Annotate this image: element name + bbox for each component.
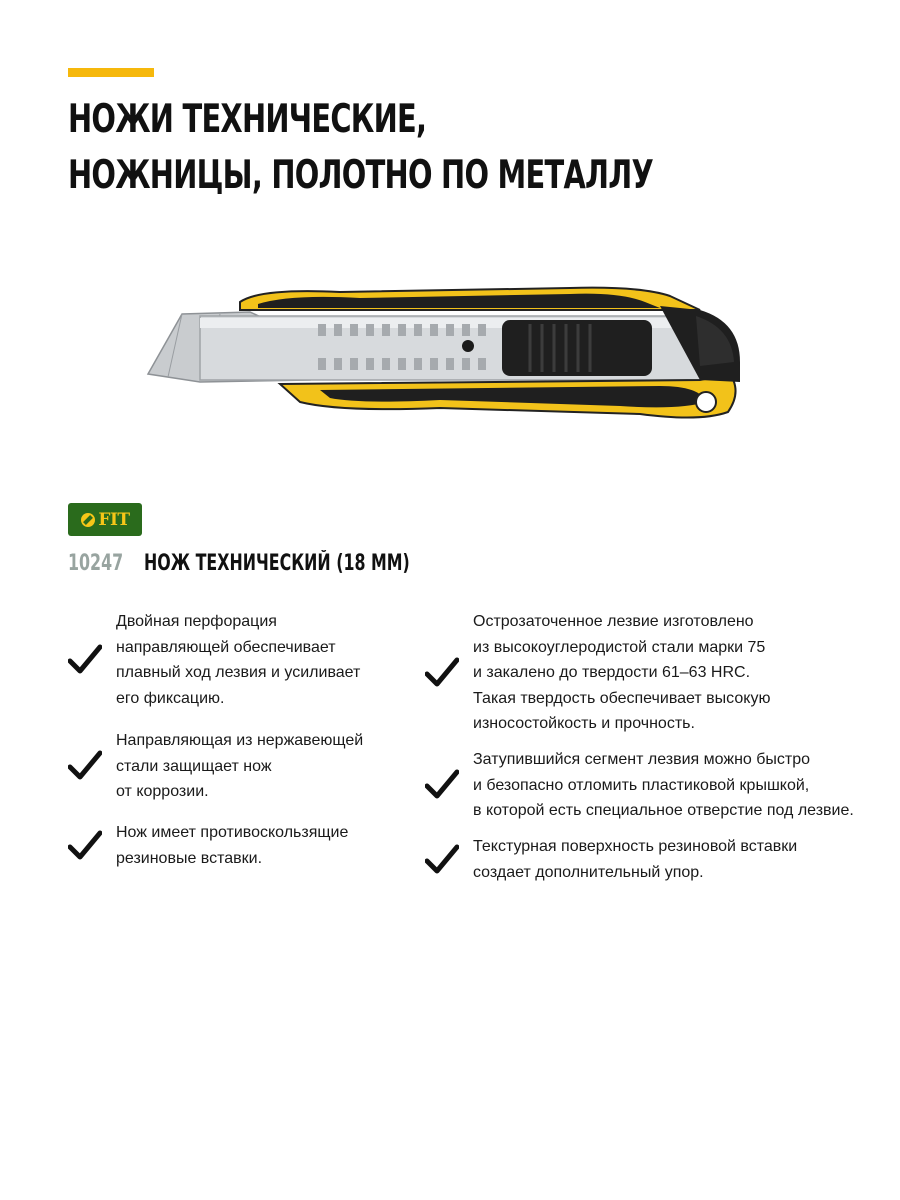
utility-knife-icon — [140, 262, 750, 432]
page-title-line-2: НОЖНИЦЫ, ПОЛОТНО ПО МЕТАЛЛУ — [68, 153, 654, 198]
brand-logo — [68, 503, 142, 536]
accent-bar — [68, 68, 154, 77]
feature-item — [68, 820, 348, 871]
feature-text: Нож имеет противоскользящие резиновые вставки. — [116, 824, 349, 867]
product-name: НОЖ ТЕХНИЧЕСКИЙ (18 ММ) — [144, 551, 410, 576]
check-icon — [425, 657, 459, 689]
feature-text: Затупившийся сегмент лезвия можно быстро и безопасно отломить пластиковой крышкой, в которой есть специальное отверстие под лезвие. — [473, 751, 854, 819]
feature-text: Двойная перфорация направляющей обеспечивает плавный ход лезвия и усиливает его фиксацию. — [116, 613, 361, 707]
feature-item — [425, 834, 797, 885]
feature-item — [425, 747, 854, 824]
feature-text: Направляющая из нержавеющей стали защищает нож от коррозии. — [116, 732, 364, 800]
check-icon — [68, 750, 102, 782]
feature-item — [68, 728, 363, 805]
page-title-line-1: НОЖИ ТЕХНИЧЕСКИЕ, — [68, 97, 427, 142]
fit-logo-icon — [80, 512, 96, 528]
feature-text: Текстурная поверхность резиновой вставки создает дополнительный упор. — [473, 838, 798, 881]
check-icon — [68, 830, 102, 862]
feature-text: Острозаточенное лезвие изготовлено из высокоуглеродистой стали марки 75 и закалено до твердости 61–63 HRC. Такая твердость обеспечивает высокую износостойкость и прочность. — [473, 613, 771, 732]
check-icon — [68, 644, 102, 676]
brand-logo-text: FIT — [98, 509, 130, 530]
feature-item — [425, 609, 770, 737]
check-icon — [425, 844, 459, 876]
check-icon — [425, 769, 459, 801]
feature-item — [68, 609, 360, 711]
product-code: 10247 — [68, 551, 124, 576]
page-title — [68, 92, 653, 204]
